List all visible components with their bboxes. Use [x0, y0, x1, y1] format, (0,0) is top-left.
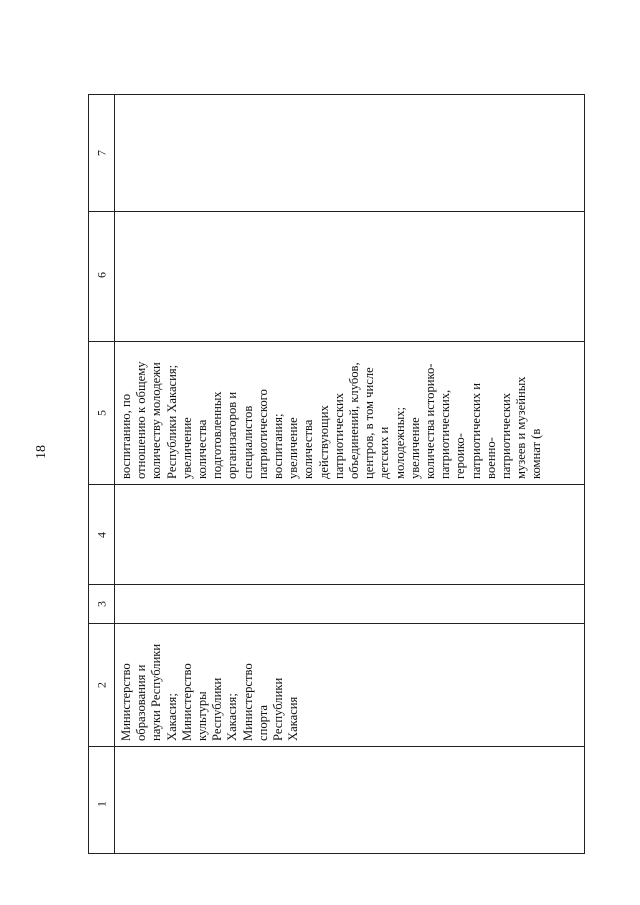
column-number-7: 7 [94, 150, 109, 156]
column-number-6: 6 [94, 272, 109, 278]
cell-line: Хакасия; [164, 693, 179, 741]
column-number-1: 1 [94, 801, 109, 807]
cell-line: патриотического [255, 389, 270, 479]
cell-line: спорта [255, 704, 270, 741]
column-2-cell [119, 621, 304, 741]
cell-line: количеству молодежи [149, 362, 164, 479]
cell-line: Министерство [119, 663, 133, 741]
cell-line: отношению к общему [134, 361, 149, 479]
cell-line: детских и [377, 426, 392, 479]
cell-line: количества историко- [423, 363, 438, 479]
column-number-3: 3 [94, 601, 109, 607]
cell-line: количества [195, 419, 210, 479]
column-divider [89, 584, 584, 585]
column-divider [89, 484, 584, 485]
column-5-cell [119, 339, 554, 479]
cell-line: объединений, клубов, [347, 362, 362, 479]
cell-line: организаторов и [225, 391, 240, 479]
cell-line: Хакасия; [225, 693, 240, 741]
cell-line: военно- [483, 437, 498, 479]
cell-line: патриотических [499, 392, 514, 479]
cell-line: воспитанию, по [119, 393, 133, 479]
column-number-2: 2 [94, 682, 109, 688]
cell-line: патриотических [331, 392, 346, 479]
column-number-4: 4 [94, 532, 109, 538]
header-divider [114, 95, 115, 853]
cell-line: комнат (в [529, 428, 544, 479]
cell-line: Министерство [240, 663, 255, 741]
cell-line: количества [301, 419, 316, 479]
cell-line: Республики [210, 677, 225, 741]
cell-line: молодежных; [392, 406, 407, 479]
cell-line: патриотических и [468, 383, 483, 479]
cell-line: действующих [316, 405, 331, 479]
cell-line: патриотических, [438, 389, 453, 479]
column-divider [89, 746, 584, 747]
cell-line: Хакасия [286, 696, 301, 741]
cell-line: культуры [195, 691, 210, 741]
cell-line: подготовленных [210, 391, 225, 479]
data-table [88, 94, 585, 854]
cell-line: увеличение [407, 417, 422, 479]
cell-line: героико- [453, 433, 468, 479]
cell-line: науки Республики [149, 643, 164, 741]
cell-line: Республики Хакасия; [164, 364, 179, 479]
cell-line: центров, в том числе [362, 367, 377, 479]
page-number: 18 [34, 445, 49, 459]
cell-line: музеев и музейных [514, 376, 529, 479]
cell-line: специалистов [240, 405, 255, 479]
cell-line: Республики [271, 677, 286, 741]
cell-line: увеличение [179, 417, 194, 479]
cell-line: воспитания; [271, 413, 286, 479]
cell-line: Министерство [179, 663, 194, 741]
column-divider [89, 211, 584, 212]
cell-line: увеличение [286, 417, 301, 479]
cell-line: образования и [134, 664, 149, 741]
column-number-5: 5 [94, 410, 109, 416]
